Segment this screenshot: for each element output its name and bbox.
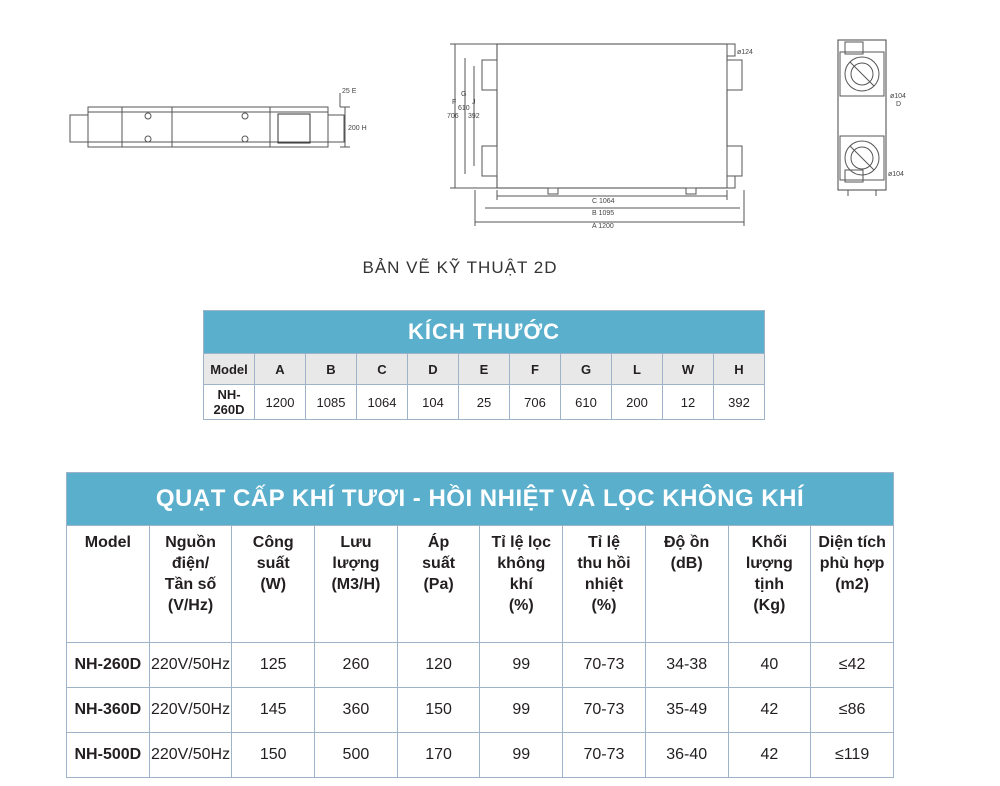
header-line: (W) bbox=[260, 576, 287, 593]
header-line: Khối bbox=[751, 534, 788, 551]
spec-header-heat-recovery bbox=[563, 526, 646, 643]
front-label-b: B 1095 bbox=[592, 210, 615, 217]
dim-header-w: W bbox=[663, 354, 714, 385]
dim-cell-d: 104 bbox=[408, 385, 459, 420]
dim-cell-model: NH-260D bbox=[204, 385, 255, 420]
header-line: (m2) bbox=[835, 576, 869, 593]
spec-cell-weight: 40 bbox=[728, 643, 811, 688]
header-line: (%) bbox=[591, 597, 617, 614]
spec-cell-heat-recovery: 70-73 bbox=[563, 733, 646, 778]
spec-cell-noise: 36-40 bbox=[645, 733, 728, 778]
header-line: nhiệt bbox=[584, 576, 624, 593]
side-label-h: 200 H bbox=[348, 125, 367, 132]
spec-header-power bbox=[232, 526, 315, 643]
front-label-392: 392 bbox=[468, 113, 480, 120]
header-line: (Pa) bbox=[423, 576, 454, 593]
header-line: (V/Hz) bbox=[167, 597, 214, 614]
dimensions-title: KÍCH THƯỚC bbox=[204, 311, 765, 354]
front-label-a: A 1200 bbox=[592, 223, 614, 230]
header-line: Diện tích bbox=[818, 534, 886, 551]
spec-cell-model: NH-260D bbox=[67, 643, 150, 688]
spec-cell-area: ≤86 bbox=[811, 688, 894, 733]
spec-cell-area: ≤119 bbox=[811, 733, 894, 778]
header-line: Lưu bbox=[340, 534, 372, 551]
dim-header-d: D bbox=[408, 354, 459, 385]
spec-header-airflow bbox=[315, 526, 398, 643]
end-label-d: D bbox=[896, 101, 902, 108]
front-label-g: G bbox=[461, 91, 467, 98]
spec-cell-airflow: 500 bbox=[315, 733, 398, 778]
dim-cell-f: 706 bbox=[510, 385, 561, 420]
table-row bbox=[67, 643, 894, 688]
table-row bbox=[67, 733, 894, 778]
spec-cell-noise: 35-49 bbox=[645, 688, 728, 733]
spec-cell-pressure: 150 bbox=[397, 688, 480, 733]
spec-cell-model: NH-360D bbox=[67, 688, 150, 733]
header-line: suất bbox=[422, 555, 456, 572]
dim-header-h: H bbox=[714, 354, 765, 385]
spec-cell-filter-rate: 99 bbox=[480, 688, 563, 733]
dim-cell-c: 1064 bbox=[357, 385, 408, 420]
table-row bbox=[204, 385, 765, 420]
spec-cell-power-source: 220V/50Hz bbox=[149, 733, 232, 778]
dim-cell-g: 610 bbox=[561, 385, 612, 420]
end-view-drawing bbox=[838, 40, 886, 196]
spec-cell-model: NH-500D bbox=[67, 733, 150, 778]
spec-cell-weight: 42 bbox=[728, 733, 811, 778]
spec-header-model bbox=[67, 526, 150, 643]
header-line: thu hồi bbox=[577, 555, 631, 572]
spec-cell-power: 150 bbox=[232, 733, 315, 778]
dim-header-g: G bbox=[561, 354, 612, 385]
front-label-j: J bbox=[472, 99, 476, 106]
spec-cell-pressure: 120 bbox=[397, 643, 480, 688]
header-line: tịnh bbox=[754, 576, 784, 593]
side-label-e: 25 E bbox=[342, 88, 357, 95]
drawing-caption: BẢN VẼ KỸ THUẬT 2D bbox=[362, 258, 558, 277]
specifications-title: QUẠT CẤP KHÍ TƯƠI - HỒI NHIỆT VÀ LỌC KHÔNG KHÍ bbox=[67, 473, 894, 526]
dimensions-table bbox=[203, 310, 765, 420]
spec-cell-power-source: 220V/50Hz bbox=[149, 643, 232, 688]
header-line: Tỉ lệ lọc bbox=[491, 534, 552, 551]
header-line: (Kg) bbox=[753, 597, 786, 614]
end-label-d2: ø104 bbox=[888, 171, 904, 178]
end-label-d1: ø104 bbox=[890, 93, 906, 100]
spec-cell-airflow: 360 bbox=[315, 688, 398, 733]
spec-header-filter-rate bbox=[480, 526, 563, 643]
spec-cell-power: 145 bbox=[232, 688, 315, 733]
dim-header-a: A bbox=[255, 354, 306, 385]
header-line: Công bbox=[252, 534, 294, 551]
header-line: (M3/H) bbox=[331, 576, 381, 593]
front-label-610: 610 bbox=[458, 105, 470, 112]
header-line: lượng bbox=[332, 555, 380, 572]
header-line: (%) bbox=[508, 597, 534, 614]
header-line: (dB) bbox=[670, 555, 703, 572]
header-line: Áp bbox=[427, 534, 450, 551]
spec-cell-filter-rate: 99 bbox=[480, 643, 563, 688]
dim-cell-b: 1085 bbox=[306, 385, 357, 420]
spec-header-pressure bbox=[397, 526, 480, 643]
header-line: khí bbox=[509, 576, 533, 593]
spec-cell-heat-recovery: 70-73 bbox=[563, 688, 646, 733]
front-label-c: C 1064 bbox=[592, 198, 615, 205]
header-line: không bbox=[497, 555, 546, 572]
spec-cell-filter-rate: 99 bbox=[480, 733, 563, 778]
front-label-d1: ø124 bbox=[737, 49, 753, 56]
spec-header-noise bbox=[645, 526, 728, 643]
dim-header-c: C bbox=[357, 354, 408, 385]
header-line: Độ ồn bbox=[663, 534, 710, 551]
spec-header-power-source bbox=[149, 526, 232, 643]
header-line: phù hợp bbox=[819, 555, 885, 572]
dim-header-b: B bbox=[306, 354, 357, 385]
dim-header-model: Model bbox=[204, 354, 255, 385]
dim-cell-l: 200 bbox=[612, 385, 663, 420]
spec-cell-pressure: 170 bbox=[397, 733, 480, 778]
spec-header-area bbox=[811, 526, 894, 643]
header-line: Model bbox=[84, 534, 131, 551]
specifications-header-row bbox=[67, 526, 894, 643]
dim-cell-a: 1200 bbox=[255, 385, 306, 420]
dim-header-f: F bbox=[510, 354, 561, 385]
header-line: Tỉ lệ bbox=[587, 534, 620, 551]
dim-cell-w: 12 bbox=[663, 385, 714, 420]
dim-header-e: E bbox=[459, 354, 510, 385]
dim-header-l: L bbox=[612, 354, 663, 385]
front-label-706: 706 bbox=[447, 113, 459, 120]
spec-cell-noise: 34-38 bbox=[645, 643, 728, 688]
front-label-f: F bbox=[452, 99, 457, 106]
dim-cell-e: 25 bbox=[459, 385, 510, 420]
spec-cell-heat-recovery: 70-73 bbox=[563, 643, 646, 688]
spec-header-weight bbox=[728, 526, 811, 643]
dimensions-header-row bbox=[204, 354, 765, 385]
header-line: Tần số bbox=[164, 576, 217, 593]
specifications-table bbox=[66, 472, 894, 778]
spec-cell-weight: 42 bbox=[728, 688, 811, 733]
spec-cell-area: ≤42 bbox=[811, 643, 894, 688]
header-line: lượng bbox=[745, 555, 793, 572]
header-line: suất bbox=[256, 555, 290, 572]
table-row bbox=[67, 688, 894, 733]
side-view-drawing bbox=[70, 93, 350, 147]
spec-cell-power-source: 220V/50Hz bbox=[149, 688, 232, 733]
spec-cell-power: 125 bbox=[232, 643, 315, 688]
technical-drawing bbox=[0, 0, 1000, 250]
spec-cell-airflow: 260 bbox=[315, 643, 398, 688]
header-line: Nguồn điện/ bbox=[165, 534, 216, 572]
dim-cell-h: 392 bbox=[714, 385, 765, 420]
